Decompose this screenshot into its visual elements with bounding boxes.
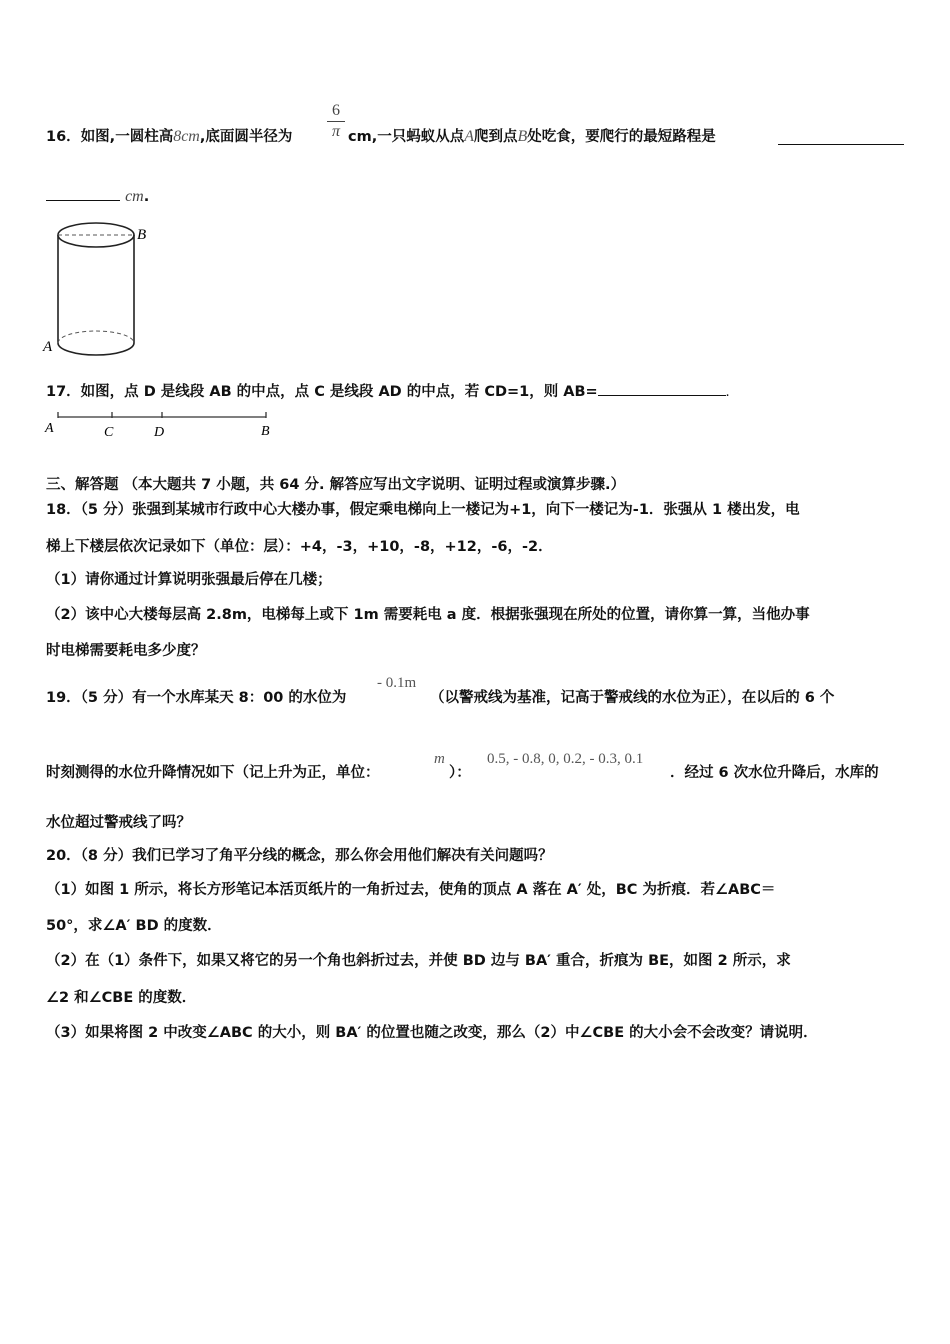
q20-line1: 20．（8 分）我们已学习了角平分线的概念，那么你会用他们解决有关问题吗？ — [46, 848, 553, 864]
q17-end: . — [725, 384, 730, 400]
q16-text-3: cm,一只蚂蚁从点 — [348, 129, 465, 145]
q18-subq2: （2）该中心大楼每层高 2.8m，电梯每上或下 1m 需要耗电 a 度．根据张强现在所处的位置，请你算一算，当他办事 — [46, 607, 810, 623]
q20-line5: ∠2 和∠CBE 的度数． — [46, 990, 197, 1006]
q16-line2 — [46, 187, 149, 207]
q16-unit: cm — [125, 188, 144, 205]
q19-level-value: - 0.1m — [377, 675, 417, 691]
q18-line2: 梯上下楼层依次记录如下（单位：层）：+4，-3，+10，-8，+12，-6，-2． — [46, 539, 553, 555]
q16-text-5: 处吃食，要爬行的最短路程是 — [527, 129, 716, 145]
q19-colon: ）： — [449, 765, 471, 781]
q17-line — [46, 382, 729, 402]
q19-line3: 水位超过警戒线了吗？ — [46, 815, 191, 831]
q16-text-4: 爬到点 — [474, 129, 518, 145]
q19-line2-left: 时刻测得的水位升降情况如下（记上升为正，单位： — [46, 765, 380, 781]
q17-text: 17．如图，点 D 是线段 AB 的中点，点 C 是线段 AD 的中点，若 CD=1，则 AB= — [46, 384, 598, 400]
q16-text-2: ,底面圆半径为 — [199, 129, 293, 145]
q16-point-a: A — [464, 128, 474, 145]
section-heading: 三、解答题 （本大题共 7 小题，共 64 分. 解答应写出文字说明、证明过程或演算步骤.） — [46, 477, 626, 493]
segment-figure — [40, 408, 280, 442]
q16-height: 8cm — [173, 128, 200, 145]
q19-line1-right: （以警戒线为基准，记高于警戒线的水位为正），在以后的 6 个 — [430, 690, 835, 706]
q16-fraction — [327, 102, 345, 141]
fraction-bar — [327, 121, 345, 122]
q16-answer-blank-1[interactable] — [778, 144, 904, 145]
q20-line3: 50°，求∠A′ BD 的度数． — [46, 918, 222, 934]
segment-label-d: D — [154, 425, 165, 440]
q18-line1: 18．（5 分）张强到某城市行政中心大楼办事，假定乘电梯向上一楼记为+1，向下一楼记为-1．张强从 1 楼出发，电 — [46, 502, 800, 518]
cylinder-bottom-back — [58, 331, 134, 343]
q16-number: 16． — [46, 129, 81, 145]
q19-unit: m — [434, 751, 445, 767]
segment-label-b: B — [261, 424, 270, 439]
q19-series: 0.5, - 0.8, 0, 0.2, - 0.3, 0.1 — [487, 751, 644, 767]
q19-water-level — [377, 675, 416, 692]
q16-text-1: 如图,一圆柱高 — [80, 129, 174, 145]
q16-line1 — [46, 127, 292, 147]
cylinder-bottom-front — [58, 343, 134, 355]
cylinder-label-a: A — [43, 339, 53, 355]
segment-label-a: A — [45, 421, 54, 436]
q18-subq1: （1）请你通过计算说明张强最后停在几楼； — [46, 572, 332, 588]
q20-subq3: （3）如果将图 2 中改变∠ABC 的大小，则 BA′ 的位置也随之改变，那么（2）中∠CBE 的大小会不会改变？请说明． — [46, 1025, 818, 1041]
q16-fraction-numerator: 6 — [332, 102, 340, 119]
q16-fraction-denominator: π — [331, 123, 340, 140]
cylinder-figure — [40, 215, 160, 360]
segment-label-c: C — [104, 425, 114, 440]
q20-subq1: （1）如图 1 所示，将长方形笔记本活页纸片的一角折过去，使角的顶点 A 落在 A′ 处，BC 为折痕．若∠ABC＝ — [46, 882, 776, 898]
cylinder-label-b: B — [137, 227, 147, 243]
q19-line2-right: ．经过 6 次水位升降后，水库的 — [670, 765, 879, 781]
q17-answer-blank[interactable] — [598, 383, 726, 396]
q20-subq2: （2）在（1）条件下，如果又将它的另一个角也斜折过去，并使 BD 边与 BA′ 重合，折痕为 BE，如图 2 所示，求 — [46, 953, 791, 969]
q19-line1-left: 19．（5 分）有一个水库某天 8：00 的水位为 — [46, 690, 347, 706]
q18-line5: 时电梯需要耗电多少度？ — [46, 643, 206, 659]
q16-answer-blank-2[interactable] — [46, 188, 120, 201]
q16-line1-right — [348, 127, 716, 147]
q16-point-b: B — [517, 128, 528, 145]
q16-end: . — [143, 189, 150, 205]
